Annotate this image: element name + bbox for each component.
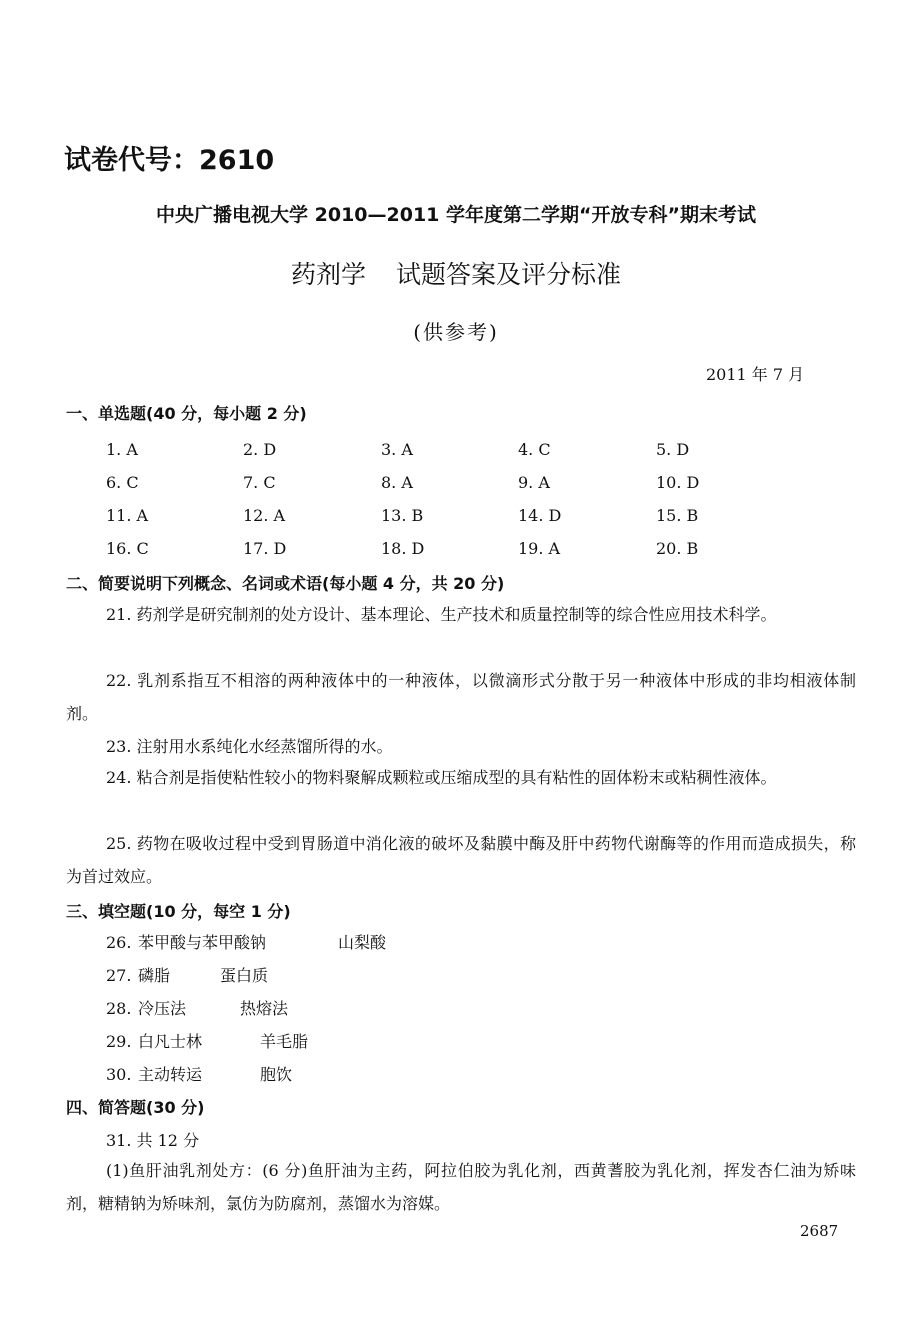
answer-item: 13. B bbox=[381, 506, 424, 525]
fill-item-27: 27. 磷脂 蛋白质 bbox=[106, 966, 269, 985]
answer-item: 16. C bbox=[106, 539, 149, 558]
answer-item: 11. A bbox=[106, 506, 149, 525]
answer-item: 15. B bbox=[656, 506, 699, 525]
answer-item: 18. D bbox=[381, 539, 425, 558]
fill-item-30: 30. 主动转运 胞饮 bbox=[106, 1065, 293, 1084]
answer-item: 12. A bbox=[243, 506, 286, 525]
section-3-heading: 三、填空题(10 分，每空 1 分) bbox=[66, 902, 291, 921]
answer-item: 2. D bbox=[243, 440, 277, 459]
answer-item: 19. A bbox=[518, 539, 561, 558]
page-number: 2687 bbox=[800, 1222, 839, 1240]
definition-21: 21. 药剂学是研究制剂的处方设计、基本理论、生产技术和质量控制等的综合性应用技术科学。 bbox=[106, 605, 777, 624]
question-31-part-1: (1)鱼肝油乳剂处方：(6 分)鱼肝油为主药，阿拉伯胶为乳化剂，西黄蓍胶为乳化剂，挥发杏仁油为矫味剂，糖精钠为矫味剂，氯仿为防腐剂，蒸馏水为溶媒。 bbox=[66, 1161, 856, 1213]
section-4-heading: 四、简答题(30 分) bbox=[66, 1098, 205, 1117]
definition-25: 25. 药物在吸收过程中受到胃肠道中消化液的破坏及黏膜中酶及肝中药物代谢酶等的作用而造成损失，称为首过效应。 bbox=[66, 834, 856, 886]
answer-item: 3. A bbox=[381, 440, 413, 459]
answer-item: 9. A bbox=[518, 473, 550, 492]
reference-note: (供参考) bbox=[413, 320, 499, 344]
question-31-score: 31. 共 12 分 bbox=[106, 1131, 200, 1150]
answer-item: 17. D bbox=[243, 539, 287, 558]
subject-title bbox=[0, 255, 912, 291]
answer-item: 20. B bbox=[656, 539, 699, 558]
exam-date: 2011 年 7 月 bbox=[706, 365, 805, 384]
answer-item: 14. D bbox=[518, 506, 562, 525]
fill-item-28: 28. 冷压法 热熔法 bbox=[106, 999, 289, 1018]
answer-item: 1. A bbox=[106, 440, 138, 459]
fill-item-26: 26. 苯甲酸与苯甲酸钠 山梨酸 bbox=[106, 933, 387, 952]
definition-24: 24. 粘合剂是指使粘性较小的物料聚解成颗粒或压缩成型的具有粘性的固体粉末或粘稠性液体。 bbox=[106, 768, 777, 787]
fill-item-29: 29. 白凡士林 羊毛脂 bbox=[106, 1032, 309, 1051]
exam-title: 中央广播电视大学 2010—2011 学年度第二学期“开放专科”期末考试 bbox=[156, 204, 756, 226]
answer-item: 5. D bbox=[656, 440, 690, 459]
answer-item: 7. C bbox=[243, 473, 276, 492]
answer-key-title: 试题答案及评分标准 bbox=[396, 260, 622, 289]
answer-item: 4. C bbox=[518, 440, 551, 459]
answer-item: 8. A bbox=[381, 473, 413, 492]
subject-name: 药剂学 bbox=[290, 260, 366, 289]
answer-item: 6. C bbox=[106, 473, 139, 492]
section-2-heading: 二、简要说明下列概念、名词或术语(每小题 4 分，共 20 分) bbox=[66, 574, 505, 593]
definition-22: 22. 乳剂系指互不相溶的两种液体中的一种液体，以微滴形式分散于另一种液体中形成的非均相液体制剂。 bbox=[66, 671, 856, 723]
answer-item: 10. D bbox=[656, 473, 700, 492]
paper-code: 试卷代号：2610 bbox=[64, 145, 275, 176]
section-1-heading: 一、单选题(40 分，每小题 2 分) bbox=[66, 404, 307, 423]
definition-23: 23. 注射用水系纯化水经蒸馏所得的水。 bbox=[106, 737, 393, 756]
